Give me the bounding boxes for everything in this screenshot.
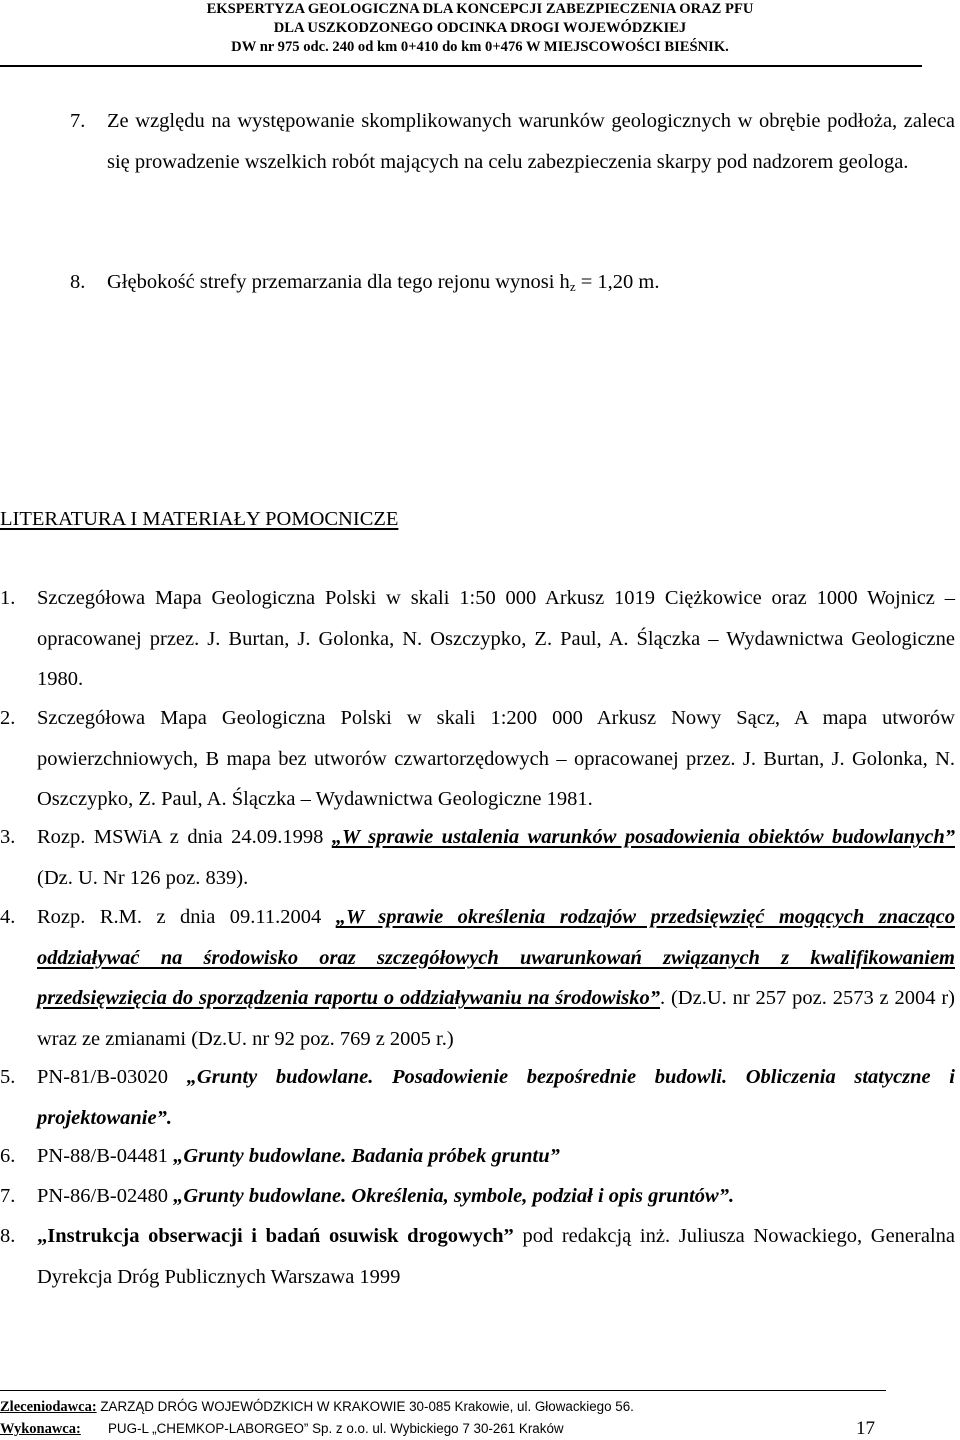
literature-item-number: 7.	[0, 1185, 16, 1207]
literature-item-8	[37, 1216, 955, 1297]
literature-item-number: 2.	[0, 707, 16, 729]
point-number: 8.	[70, 271, 86, 293]
header-line-2: DLA USZKODZONEGO ODCINKA DROGI WOJEWÓDZKIEJ	[273, 20, 687, 36]
literature-item-number: 6.	[0, 1145, 16, 1167]
point-7-text: Ze względu na występowanie skomplikowanych warunków geologicznych w obrębie podłoża, zaleca się prowadzenie wszelkich robót mających na celu zabezpieczenia skarpy pod nadzorem geologa.	[107, 110, 955, 173]
literature-item-number: 1.	[0, 587, 16, 609]
literature-item-6-title: „Grunty budowlane. Badania próbek gruntu”	[173, 1145, 560, 1167]
literature-item-6-text: PN-88/B-04481	[37, 1145, 174, 1167]
literature-item-4-source: . (Dz.U. nr 257 poz. 2573 z 2004 r) wraz ze zmianami (Dz.U. nr 92 poz. 769 z 2005 r.)	[37, 987, 955, 1050]
point-8-subscript: z	[569, 279, 576, 294]
literature-item-7-title: „Grunty budowlane. Określenia, symbole, podział i opis gruntów”.	[173, 1185, 735, 1207]
literature-item-number: 8.	[0, 1225, 16, 1247]
literature-item-2: Szczegółowa Mapa Geologiczna Polski w skali 1:200 000 Arkusz Nowy Sącz, A mapa utworów powierzchniowych, B mapa bez utworów czwartorzędowych – opracowanej przez. J. Burtan, J. Golonka, N. Oszczypko, Z. Paul, A. Ślączka – Wydawnictwa Geologiczne 1981.	[37, 707, 955, 810]
literature-item-number: 5.	[0, 1066, 16, 1088]
literature-item-7-text: PN-86/B-02480	[37, 1185, 174, 1207]
literature-item-3	[37, 817, 955, 898]
literature-item-8-title: „Instrukcja obserwacji i badań osuwisk drogowych”	[37, 1225, 514, 1247]
footer-contractor	[0, 1420, 564, 1438]
literature-item-8-source: pod redakcją inż. Juliusza Nowackiego, Generalna Dyrekcja Dróg Publicznych Warszawa 1999	[37, 1225, 955, 1288]
literature-item-5-title: „Grunty budowlane. Posadowienie bezpośrednie budowli. Obliczenia statyczne i projektowanie”.	[37, 1066, 956, 1129]
literature-item-4-text: Rozp. R.M. z dnia 09.11.2004	[37, 906, 336, 928]
header-line-1: EKSPERTYZA GEOLOGICZNA DLA KONCEPCJI ZABEZPIECZENIA ORAZ PFU	[206, 1, 754, 17]
literature-item-4-title: „W sprawie określenia rodzajów przedsięwzięć mogących znacząco oddziaływać na środowisko oraz szczegółowych uwarunkowań związanych z kwalifikowaniem przedsięwzięcia do sporządzenia raportu o oddziaływaniu na środowisko”	[37, 906, 956, 1009]
literature-item-number: 3.	[0, 826, 16, 848]
literature-item-7	[37, 1176, 955, 1217]
literature-item-3-text: Rozp. MSWiA z dnia 24.09.1998	[37, 826, 332, 848]
footer-client-label: Zleceniodawca:	[0, 1399, 97, 1415]
literature-item-5	[37, 1057, 955, 1138]
point-8-text-after: = 1,20 m.	[575, 271, 660, 293]
point-number: 7.	[70, 110, 86, 132]
literature-item-3-source: (Dz. U. Nr 126 poz. 839).	[37, 866, 249, 889]
literature-item-number: 4.	[0, 906, 16, 928]
literature-item-4	[37, 897, 955, 1059]
literature-item-6	[37, 1136, 955, 1177]
page-number: 17	[856, 1418, 875, 1439]
point-8-text	[107, 262, 955, 308]
footer-contractor-label: Wykonawca:	[0, 1421, 81, 1437]
header-divider	[0, 65, 922, 67]
point-8-text-before: Głębokość strefy przemarzania dla tego rejonu wynosi h	[107, 271, 570, 293]
literature-heading: LITERATURA I MATERIAŁY POMOCNICZE	[0, 508, 399, 530]
header-line-3: DW nr 975 odc. 240 od km 0+410 do km 0+476 W MIEJSCOWOŚCI BIEŚNIK.	[231, 39, 729, 55]
literature-item-3-title: „W sprawie ustalenia warunków posadowienia obiektów budowlanych”	[331, 826, 955, 848]
footer-client	[0, 1398, 634, 1416]
literature-item-1: Szczegółowa Mapa Geologiczna Polski w skali 1:50 000 Arkusz 1019 Ciężkowice oraz 1000 Wojnicz – opracowanej przez. J. Burtan, J. Golonka, N. Oszczypko, Z. Paul, A. Ślączka – Wydawnictwa Geologiczne 1980.	[37, 587, 955, 690]
document-header	[0, 0, 960, 57]
footer-contractor-value: PUG-L „CHEMKOP-LABORGEO” Sp. z o.o. ul. Wybickiego 7 30-261 Kraków	[108, 1421, 564, 1436]
footer-divider	[0, 1390, 886, 1391]
literature-item-5-text: PN-81/B-03020	[37, 1066, 187, 1088]
footer-client-value: ZARZĄD DRÓG WOJEWÓDZKICH W KRAKOWIE 30-085 Krakowie, ul. Głowackiego 56.	[96, 1399, 634, 1414]
